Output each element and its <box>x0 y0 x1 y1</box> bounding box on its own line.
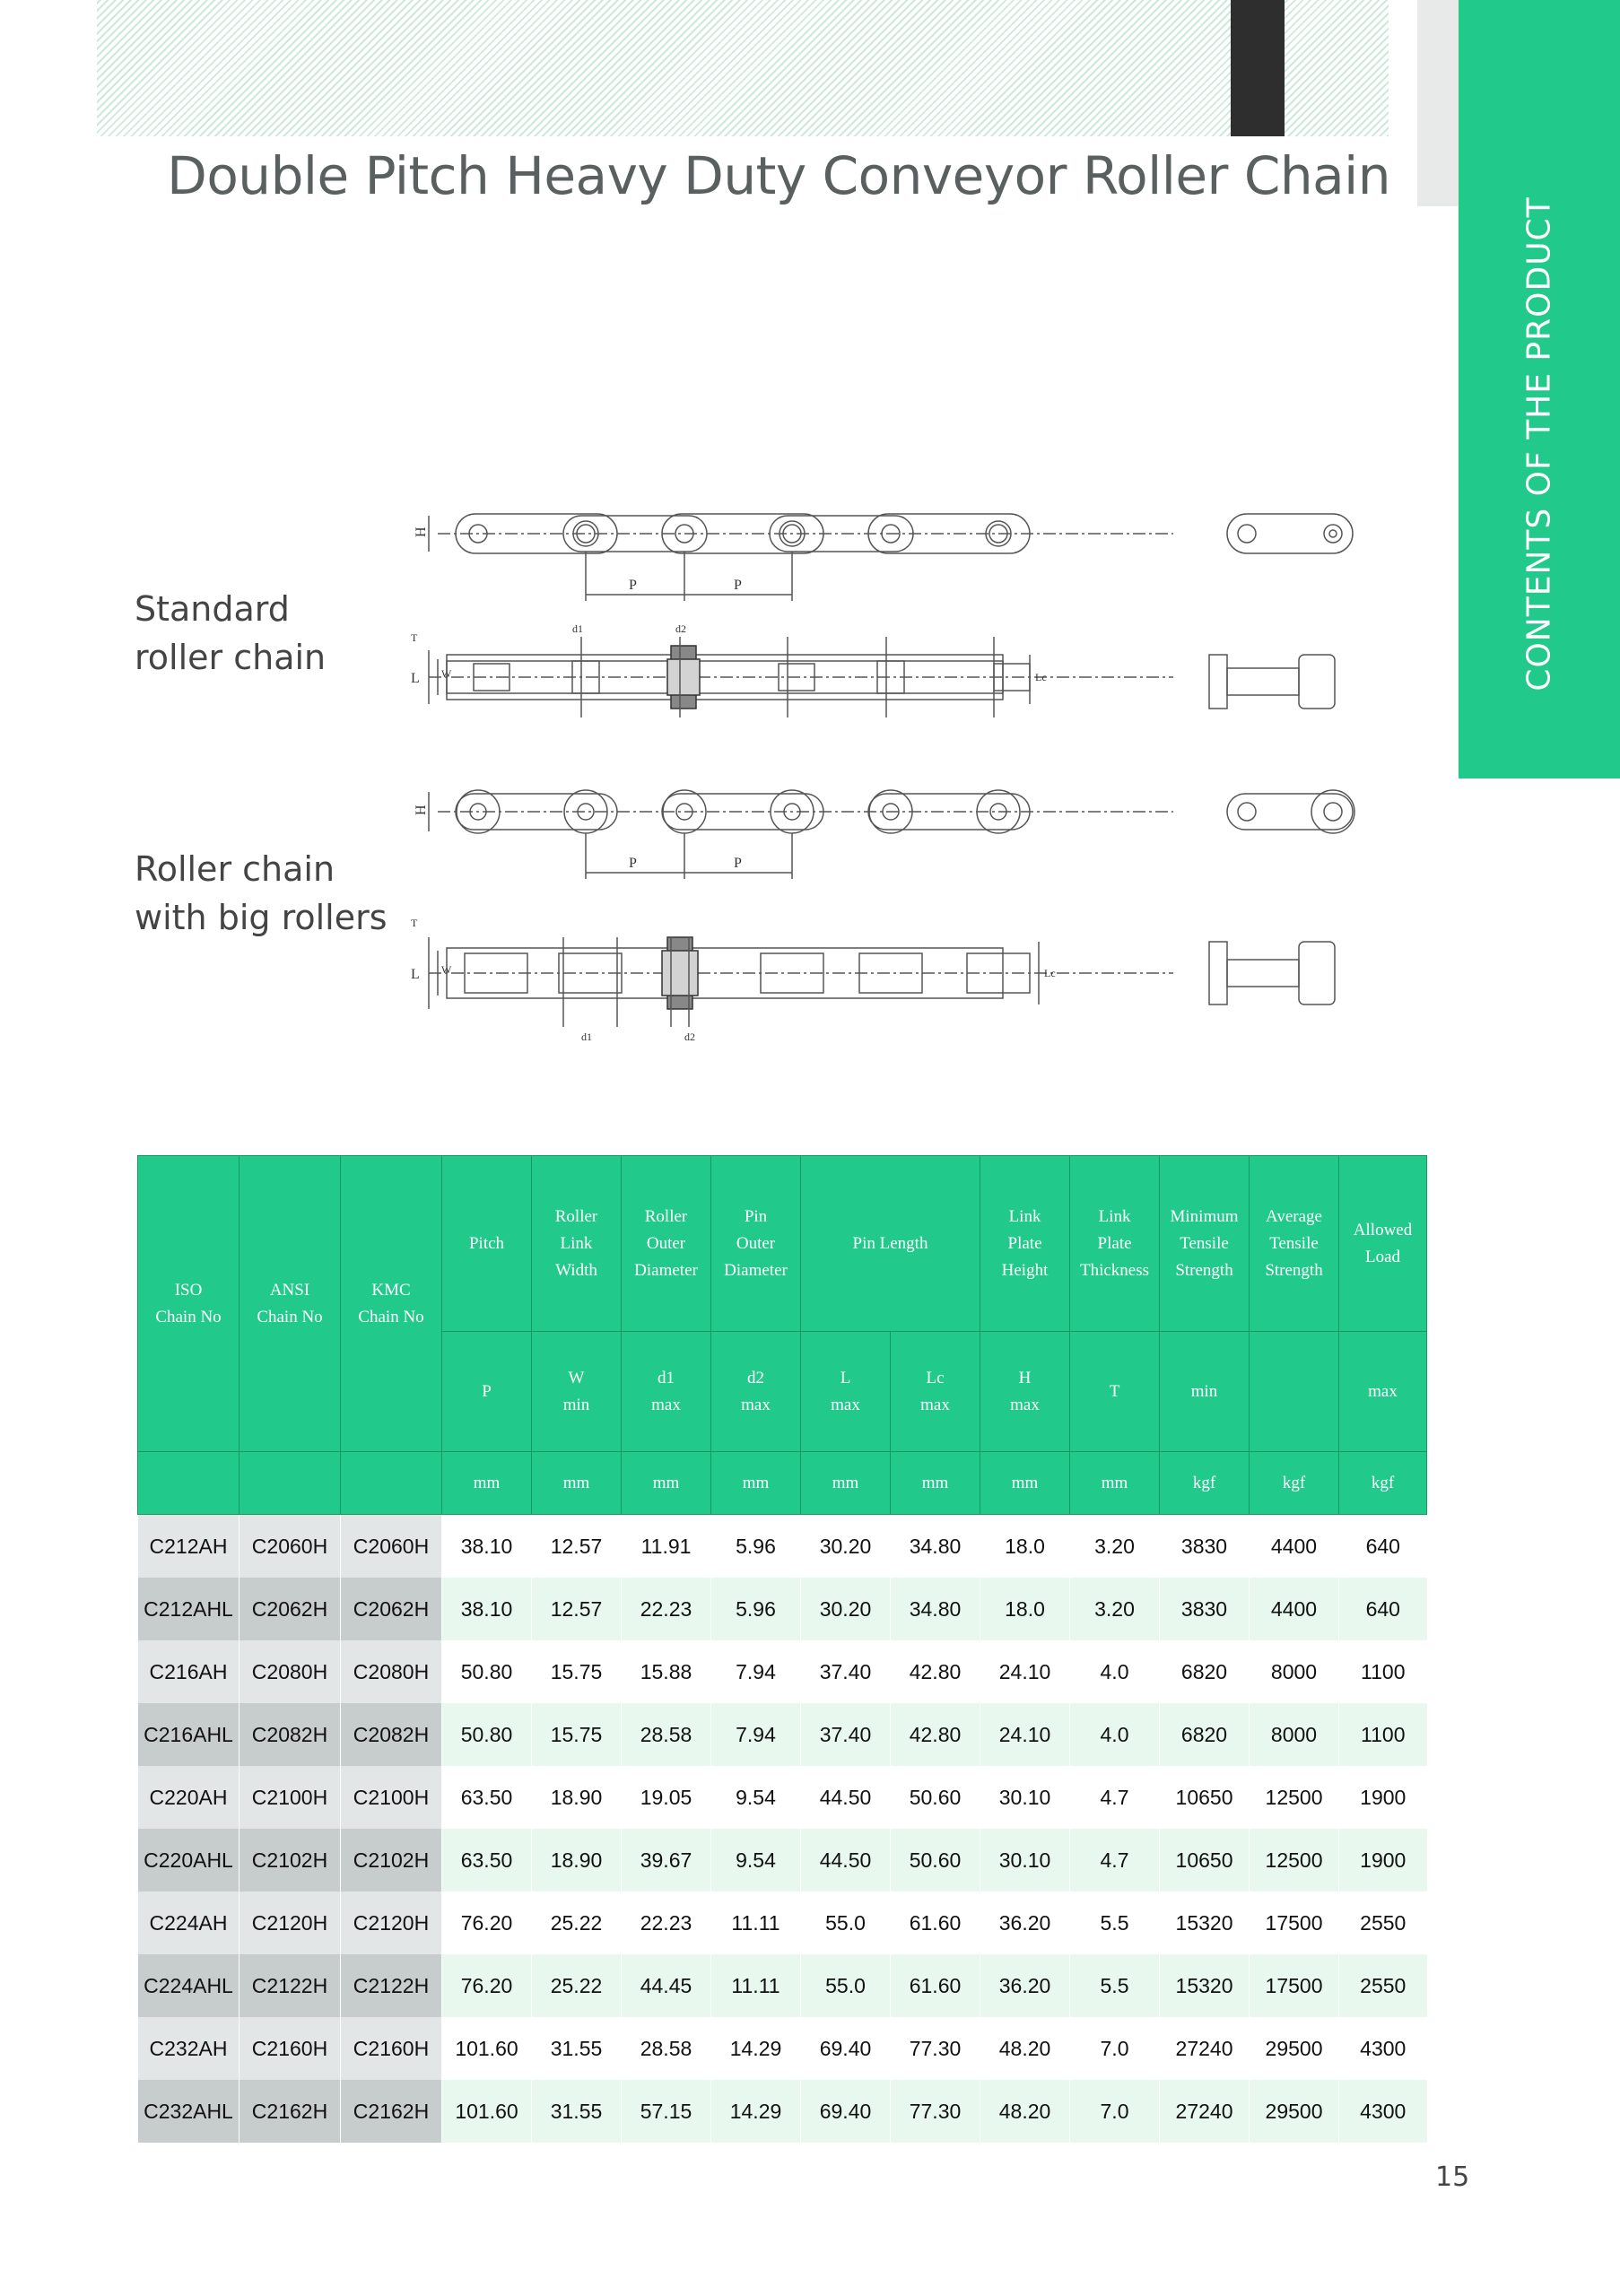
sym-p <box>442 1332 532 1452</box>
table-cell: 36.20 <box>980 1892 1070 1954</box>
table-cell: 1100 <box>1339 1703 1427 1766</box>
hdr-lph-2: Plate <box>1007 1233 1042 1253</box>
table-cell: 22.23 <box>622 1892 711 1954</box>
sym-l-1: L <box>840 1368 851 1387</box>
sym-h-1: H <box>1018 1368 1032 1387</box>
dim-T-2: T <box>411 917 418 929</box>
table-cell: C224AH <box>138 1892 240 1954</box>
table-cell: 101.60 <box>442 2017 532 2080</box>
hdr-kmc-1: KMC <box>371 1280 411 1300</box>
sym-h-2: max <box>1010 1395 1040 1414</box>
sym-d2 <box>711 1332 801 1452</box>
table-cell: 30.20 <box>801 1515 891 1578</box>
table-cell: 9.54 <box>711 1766 801 1829</box>
dim-H-1: H <box>414 526 429 537</box>
table-cell: 25.22 <box>532 1954 622 2017</box>
table-cell: C2100H <box>341 1766 442 1829</box>
hdr-ats-2: Tensile <box>1269 1233 1319 1253</box>
table-cell: 69.40 <box>801 2080 891 2143</box>
table-cell: 11.11 <box>711 1892 801 1954</box>
table-cell: 57.15 <box>622 2080 711 2143</box>
spec-table-body <box>138 1515 1427 2144</box>
table-cell: C224AHL <box>138 1954 240 2017</box>
dim-W-1: W <box>441 667 452 680</box>
table-cell: 44.50 <box>801 1829 891 1892</box>
table-cell: C2162H <box>341 2080 442 2143</box>
table-cell: 14.29 <box>711 2017 801 2080</box>
dim-P-2: P <box>734 578 742 593</box>
unit-blank-2 <box>240 1452 341 1515</box>
page-title: Double Pitch Heavy Duty Conveyor Roller Chain <box>167 145 1390 206</box>
table-cell: C216AH <box>138 1640 240 1703</box>
table-cell: 14.29 <box>711 2080 801 2143</box>
table-cell: C220AH <box>138 1766 240 1829</box>
table-cell: C212AHL <box>138 1578 240 1640</box>
table-cell: C2082H <box>341 1703 442 1766</box>
table-row <box>138 1703 1427 1766</box>
table-cell: 2550 <box>1339 1892 1427 1954</box>
table-cell: 31.55 <box>532 2017 622 2080</box>
table-cell: 5.96 <box>711 1515 801 1578</box>
sym-d2-2: max <box>741 1395 771 1414</box>
header-gray-strip <box>1417 0 1459 206</box>
standard-side-view <box>414 514 1353 601</box>
sym-lc-2: max <box>920 1395 950 1414</box>
table-cell: 25.22 <box>532 1892 622 1954</box>
sym-p-1: P <box>482 1381 492 1401</box>
unit-4: mm <box>801 1452 891 1515</box>
table-cell: 12.57 <box>532 1578 622 1640</box>
table-cell: 34.80 <box>891 1515 980 1578</box>
sym-min-1: min <box>1190 1381 1218 1401</box>
table-cell: 50.60 <box>891 1829 980 1892</box>
table-cell: 63.50 <box>442 1829 532 1892</box>
big-label-line1: Roller chain <box>135 849 335 889</box>
table-cell: 34.80 <box>891 1578 980 1640</box>
table-cell: 50.60 <box>891 1766 980 1829</box>
table-cell: 61.60 <box>891 1954 980 2017</box>
table-cell: 1900 <box>1339 1766 1427 1829</box>
hdr-pin-length: Pin Length <box>852 1233 928 1253</box>
table-cell: 31.55 <box>532 2080 622 2143</box>
unit-7: mm <box>1070 1452 1160 1515</box>
table-cell: 10650 <box>1160 1829 1250 1892</box>
sym-w <box>532 1332 622 1452</box>
table-cell: 24.10 <box>980 1640 1070 1703</box>
table-cell: C2060H <box>341 1515 442 1578</box>
col-pin-outer-diameter <box>711 1156 801 1332</box>
table-cell: 28.58 <box>622 1703 711 1766</box>
table-cell: 30.10 <box>980 1829 1070 1892</box>
hdr-rod-2: Outer <box>646 1233 686 1253</box>
dim-L-2: L <box>411 967 420 982</box>
hdr-pod-1: Pin <box>744 1206 768 1226</box>
col-ansi <box>240 1156 341 1452</box>
table-cell: 48.20 <box>980 2080 1070 2143</box>
col-link-plate-height <box>980 1156 1070 1332</box>
table-row <box>138 1892 1427 1954</box>
sym-d1-1: d1 <box>658 1368 675 1387</box>
big-label-line2: with big rollers <box>135 898 388 937</box>
table-cell: 8000 <box>1250 1703 1339 1766</box>
table-cell: C232AH <box>138 2017 240 2080</box>
header-dark-bar <box>1231 0 1285 136</box>
side-tab-label: CONTENTS OF THE PRODUCT <box>1520 196 1558 691</box>
hdr-al-1: Allowed <box>1353 1220 1413 1239</box>
unit-10: kgf <box>1339 1452 1427 1515</box>
table-cell: 17500 <box>1250 1892 1339 1954</box>
header-hatch-band <box>97 0 1389 136</box>
table-cell: 28.58 <box>622 2017 711 2080</box>
col-iso <box>138 1156 240 1452</box>
big-roller-chain-label <box>135 845 388 942</box>
table-cell: 44.45 <box>622 1954 711 2017</box>
table-cell: 18.0 <box>980 1578 1070 1640</box>
table-cell: 11.91 <box>622 1515 711 1578</box>
hdr-lph-1: Link <box>1008 1206 1041 1226</box>
hdr-mts-1: Minimum <box>1170 1206 1239 1226</box>
hdr-mts-3: Strength <box>1175 1260 1233 1280</box>
table-cell: 63.50 <box>442 1766 532 1829</box>
dim-d2-1: d2 <box>675 622 686 635</box>
table-cell: 39.67 <box>622 1829 711 1892</box>
table-row <box>138 1578 1427 1640</box>
table-cell: 4400 <box>1250 1515 1339 1578</box>
standard-label-line1: Standard <box>135 589 290 629</box>
table-cell: 7.94 <box>711 1703 801 1766</box>
table-cell: 38.10 <box>442 1578 532 1640</box>
table-cell: C220AHL <box>138 1829 240 1892</box>
dim-L-1: L <box>411 671 420 686</box>
table-cell: 76.20 <box>442 1892 532 1954</box>
table-cell: 48.20 <box>980 2017 1070 2080</box>
table-cell: 55.0 <box>801 1954 891 2017</box>
sym-l-2: max <box>831 1395 860 1414</box>
table-cell: C2120H <box>240 1892 341 1954</box>
table-cell: 7.94 <box>711 1640 801 1703</box>
table-row <box>138 2017 1427 2080</box>
sym-w-2: min <box>562 1395 590 1414</box>
table-cell: 8000 <box>1250 1640 1339 1703</box>
sym-lc-1: Lc <box>926 1368 945 1387</box>
hdr-lpt-1: Link <box>1098 1206 1131 1226</box>
table-cell: 76.20 <box>442 1954 532 2017</box>
table-cell: 77.30 <box>891 2080 980 2143</box>
table-cell: 15320 <box>1160 1892 1250 1954</box>
table-cell: 18.90 <box>532 1829 622 1892</box>
hdr-lpt-3: Thickness <box>1079 1260 1150 1280</box>
unit-5: mm <box>891 1452 980 1515</box>
chain-spec-table <box>137 1155 1427 2143</box>
table-cell: 3.20 <box>1070 1515 1160 1578</box>
dim-Lc-1: Lc <box>1035 671 1047 683</box>
table-cell: C2060H <box>240 1515 341 1578</box>
table-cell: 640 <box>1339 1515 1427 1578</box>
table-cell: 30.10 <box>980 1766 1070 1829</box>
sym-d1 <box>622 1332 711 1452</box>
sym-max-1: max <box>1368 1381 1398 1401</box>
table-cell: 10650 <box>1160 1766 1250 1829</box>
table-cell: C2102H <box>341 1829 442 1892</box>
table-row <box>138 1766 1427 1829</box>
hdr-rod-3: Diameter <box>634 1260 698 1280</box>
hdr-rlw-3: Width <box>555 1260 597 1280</box>
hdr-ansi-1: ANSI <box>269 1280 310 1300</box>
table-cell: 37.40 <box>801 1640 891 1703</box>
dim-P-3: P <box>629 856 637 871</box>
hdr-lph-3: Height <box>1001 1260 1049 1280</box>
sym-t-1: T <box>1109 1381 1120 1401</box>
table-cell: 7.0 <box>1070 2017 1160 2080</box>
table-cell: 640 <box>1339 1578 1427 1640</box>
hdr-iso-2: Chain No <box>155 1307 222 1326</box>
table-cell: C2100H <box>240 1766 341 1829</box>
table-cell: 36.20 <box>980 1954 1070 2017</box>
sym-t <box>1070 1332 1160 1452</box>
table-cell: 4300 <box>1339 2080 1427 2143</box>
table-cell: 5.5 <box>1070 1954 1160 2017</box>
table-cell: 19.05 <box>622 1766 711 1829</box>
table-cell: 27240 <box>1160 2080 1250 2143</box>
col-allowed-load <box>1339 1156 1427 1332</box>
dim-d1-2: d1 <box>581 1031 592 1043</box>
table-cell: C2160H <box>240 2017 341 2080</box>
hdr-lpt-2: Plate <box>1097 1233 1132 1253</box>
table-cell: C216AHL <box>138 1703 240 1766</box>
table-cell: C2062H <box>341 1578 442 1640</box>
col-pin-length <box>801 1156 980 1332</box>
dim-W-2: W <box>441 963 452 976</box>
hdr-rlw-2: Link <box>560 1233 593 1253</box>
col-pitch <box>442 1156 532 1332</box>
table-row <box>138 1954 1427 2017</box>
dim-T-1: T <box>411 631 418 644</box>
table-cell: 12.57 <box>532 1515 622 1578</box>
table-row <box>138 2080 1427 2143</box>
table-cell: 77.30 <box>891 2017 980 2080</box>
hdr-ats-3: Strength <box>1265 1260 1323 1280</box>
unit-9: kgf <box>1250 1452 1339 1515</box>
col-kmc <box>341 1156 442 1452</box>
table-cell: 18.90 <box>532 1766 622 1829</box>
table-cell: C2162H <box>240 2080 341 2143</box>
table-row <box>138 1829 1427 1892</box>
dim-P-1: P <box>629 578 637 593</box>
table-cell: C232AHL <box>138 2080 240 2143</box>
table-cell: 2550 <box>1339 1954 1427 2017</box>
sym-lc <box>891 1332 980 1452</box>
table-cell: 5.96 <box>711 1578 801 1640</box>
sym-h <box>980 1332 1070 1452</box>
table-cell: C2122H <box>240 1954 341 2017</box>
table-cell: C2120H <box>341 1892 442 1954</box>
table-cell: C2082H <box>240 1703 341 1766</box>
hdr-pod-2: Outer <box>736 1233 776 1253</box>
table-cell: 1900 <box>1339 1829 1427 1892</box>
table-cell: 42.80 <box>891 1640 980 1703</box>
sym-min <box>1160 1332 1250 1452</box>
table-cell: 38.10 <box>442 1515 532 1578</box>
table-cell: 61.60 <box>891 1892 980 1954</box>
table-cell: 27240 <box>1160 2017 1250 2080</box>
table-cell: 24.10 <box>980 1703 1070 1766</box>
table-cell: C2080H <box>240 1640 341 1703</box>
dim-d2-2: d2 <box>684 1031 695 1043</box>
sym-max <box>1339 1332 1427 1452</box>
big-roller-plan-view <box>411 917 1335 1043</box>
table-cell: 22.23 <box>622 1578 711 1640</box>
dim-Lc-2: Lc <box>1044 967 1056 979</box>
table-cell: 29500 <box>1250 2080 1339 2143</box>
table-cell: 9.54 <box>711 1829 801 1892</box>
table-cell: 55.0 <box>801 1892 891 1954</box>
table-cell: 42.80 <box>891 1703 980 1766</box>
table-cell: 4400 <box>1250 1578 1339 1640</box>
hdr-mts-2: Tensile <box>1180 1233 1229 1253</box>
sym-d2-1: d2 <box>747 1368 764 1387</box>
standard-label-line2: roller chain <box>135 638 327 677</box>
unit-6: mm <box>980 1452 1070 1515</box>
unit-blank-1 <box>138 1452 240 1515</box>
unit-1: mm <box>532 1452 622 1515</box>
hdr-pod-3: Diameter <box>724 1260 788 1280</box>
table-cell: 4.0 <box>1070 1640 1160 1703</box>
hdr-iso-1: ISO <box>174 1280 203 1300</box>
table-cell: 6820 <box>1160 1703 1250 1766</box>
dim-P-4: P <box>734 856 742 871</box>
side-tab-label-wrap <box>1459 0 1620 778</box>
unit-3: mm <box>711 1452 801 1515</box>
table-cell: 4.7 <box>1070 1766 1160 1829</box>
col-avg-tensile <box>1250 1156 1339 1332</box>
page-number: 15 <box>1435 2161 1470 2193</box>
unit-0: mm <box>442 1452 532 1515</box>
table-cell: 15.88 <box>622 1640 711 1703</box>
table-cell: 12500 <box>1250 1766 1339 1829</box>
hdr-ansi-2: Chain No <box>257 1307 323 1326</box>
unit-2: mm <box>622 1452 711 1515</box>
table-cell: 3830 <box>1160 1515 1250 1578</box>
table-cell: 7.0 <box>1070 2080 1160 2143</box>
unit-blank-3 <box>341 1452 442 1515</box>
table-cell: 17500 <box>1250 1954 1339 2017</box>
table-cell: 29500 <box>1250 2017 1339 2080</box>
chain-diagrams <box>402 489 1407 1063</box>
table-cell: 11.11 <box>711 1954 801 2017</box>
hdr-al-2: Load <box>1364 1247 1401 1266</box>
units-header-row <box>138 1452 1427 1515</box>
table-row <box>138 1515 1427 1578</box>
table-cell: 12500 <box>1250 1829 1339 1892</box>
table-cell: 4.7 <box>1070 1829 1160 1892</box>
standard-chain-label <box>135 585 326 682</box>
col-min-tensile <box>1160 1156 1250 1332</box>
table-cell: 4.0 <box>1070 1703 1160 1766</box>
table-cell: 101.60 <box>442 2080 532 2143</box>
table-cell: 1100 <box>1339 1640 1427 1703</box>
unit-8: kgf <box>1160 1452 1250 1515</box>
table-cell: 6820 <box>1160 1640 1250 1703</box>
sym-avg <box>1250 1332 1339 1452</box>
hdr-rlw-1: Roller <box>554 1206 598 1226</box>
table-cell: 30.20 <box>801 1578 891 1640</box>
table-row <box>138 1640 1427 1703</box>
table-cell: 50.80 <box>442 1703 532 1766</box>
hdr-ats-1: Average <box>1266 1206 1322 1226</box>
standard-plan-view <box>411 622 1335 718</box>
dim-H-2: H <box>414 804 429 815</box>
table-cell: 15320 <box>1160 1954 1250 2017</box>
table-cell: C2160H <box>341 2017 442 2080</box>
table-cell: 50.80 <box>442 1640 532 1703</box>
sym-d1-2: max <box>651 1395 681 1414</box>
hdr-pitch: Pitch <box>468 1233 505 1253</box>
table-cell: 3830 <box>1160 1578 1250 1640</box>
hdr-rod-1: Roller <box>644 1206 688 1226</box>
col-link-plate-thickness <box>1070 1156 1160 1332</box>
table-cell: 69.40 <box>801 2017 891 2080</box>
col-roller-outer-diameter <box>622 1156 711 1332</box>
table-cell: 44.50 <box>801 1766 891 1829</box>
table-cell: C2122H <box>341 1954 442 2017</box>
table-cell: 37.40 <box>801 1703 891 1766</box>
table-cell: 15.75 <box>532 1703 622 1766</box>
table-cell: 4300 <box>1339 2017 1427 2080</box>
hdr-kmc-2: Chain No <box>358 1307 424 1326</box>
col-roller-link-width <box>532 1156 622 1332</box>
sym-w-1: W <box>568 1368 585 1387</box>
sym-l <box>801 1332 891 1452</box>
table-cell: 18.0 <box>980 1515 1070 1578</box>
table-cell: 5.5 <box>1070 1892 1160 1954</box>
table-cell: 3.20 <box>1070 1578 1160 1640</box>
table-cell: 15.75 <box>532 1640 622 1703</box>
big-roller-side-view <box>414 790 1354 879</box>
table-cell: C2102H <box>240 1829 341 1892</box>
table-cell: C212AH <box>138 1515 240 1578</box>
table-cell: C2080H <box>341 1640 442 1703</box>
table-cell: C2062H <box>240 1578 341 1640</box>
dim-d1-1: d1 <box>572 622 583 635</box>
